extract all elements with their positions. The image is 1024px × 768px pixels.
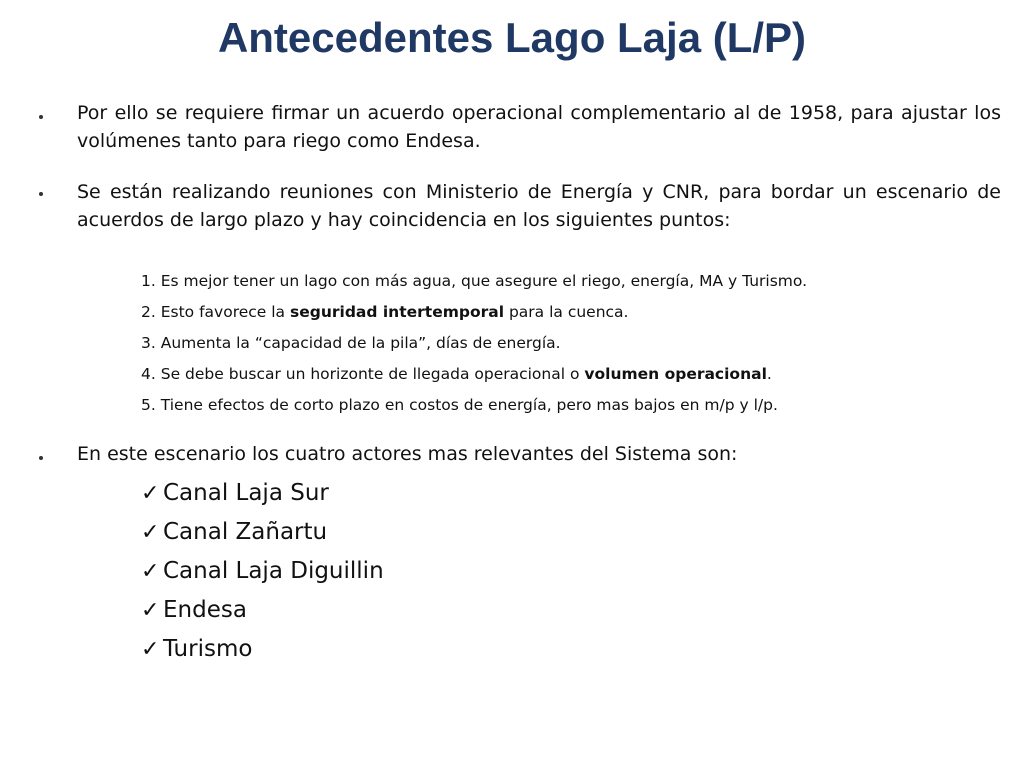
point-number: 2.: [141, 303, 156, 321]
bullet-dot: [39, 115, 43, 119]
paragraph-1: Por ello se requiere firmar un acuerdo operacional complementario al de 1958, para ajustar los volúmenes tanto para riego como Endesa.: [77, 102, 1001, 152]
bullet-dot: [39, 456, 43, 460]
actor-label: Canal Laja Diguillin: [163, 558, 384, 584]
check-icon: ✓: [141, 520, 160, 545]
point-3: [141, 333, 1001, 353]
check-icon: ✓: [141, 559, 160, 584]
actor-label: Canal Laja Sur: [163, 480, 329, 506]
point-text-end: para la cuenca.: [504, 303, 629, 321]
point-5: [141, 395, 1001, 415]
point-number: 5.: [141, 396, 156, 414]
point-2: [141, 302, 1001, 322]
point-text-end: .: [766, 365, 772, 383]
paragraph-3: En este escenario los cuatro actores mas relevantes del Sistema son:: [77, 443, 738, 465]
check-icon: ✓: [141, 481, 160, 506]
paragraph-2: Se están realizando reuniones con Ministerio de Energía y CNR, para bordar un escenario de acuerdos de largo plazo y hay coincidencia en los siguientes puntos:: [77, 181, 1001, 231]
point-text: Se debe buscar un horizonte de llegada operacional o: [160, 365, 585, 383]
point-text: Esto favorece la: [160, 303, 290, 321]
actor-label: Canal Zañartu: [163, 519, 328, 545]
point-text: Tiene efectos de corto plazo en costos de energía, pero mas bajos en m/p y l/p.: [160, 396, 778, 414]
actor-label: Turismo: [163, 636, 253, 662]
check-icon: ✓: [141, 598, 160, 623]
actor-item: [141, 634, 252, 665]
point-number: 4.: [141, 365, 156, 383]
point-text: Es mejor tener un lago con más agua, que asegure el riego, energía, MA y Turismo.: [160, 272, 808, 290]
actor-item: [141, 556, 384, 587]
slide-title: Antecedentes Lago Laja (L/P): [217, 14, 807, 61]
point-number: 3.: [141, 334, 156, 352]
point-4: [141, 364, 1001, 384]
point-text: Aumenta la “capacidad de la pila”, días de energía.: [160, 334, 561, 352]
actor-item: [141, 478, 329, 509]
point-number: 1.: [141, 272, 156, 290]
actor-item: [141, 517, 327, 548]
point-bold-text: volumen operacional: [584, 365, 767, 383]
actor-label: Endesa: [163, 597, 247, 623]
point-1: [141, 271, 1001, 291]
actor-item: [141, 595, 247, 626]
bullet-dot: [39, 192, 43, 196]
point-bold-text: seguridad intertemporal: [290, 303, 505, 321]
check-icon: ✓: [141, 637, 160, 662]
